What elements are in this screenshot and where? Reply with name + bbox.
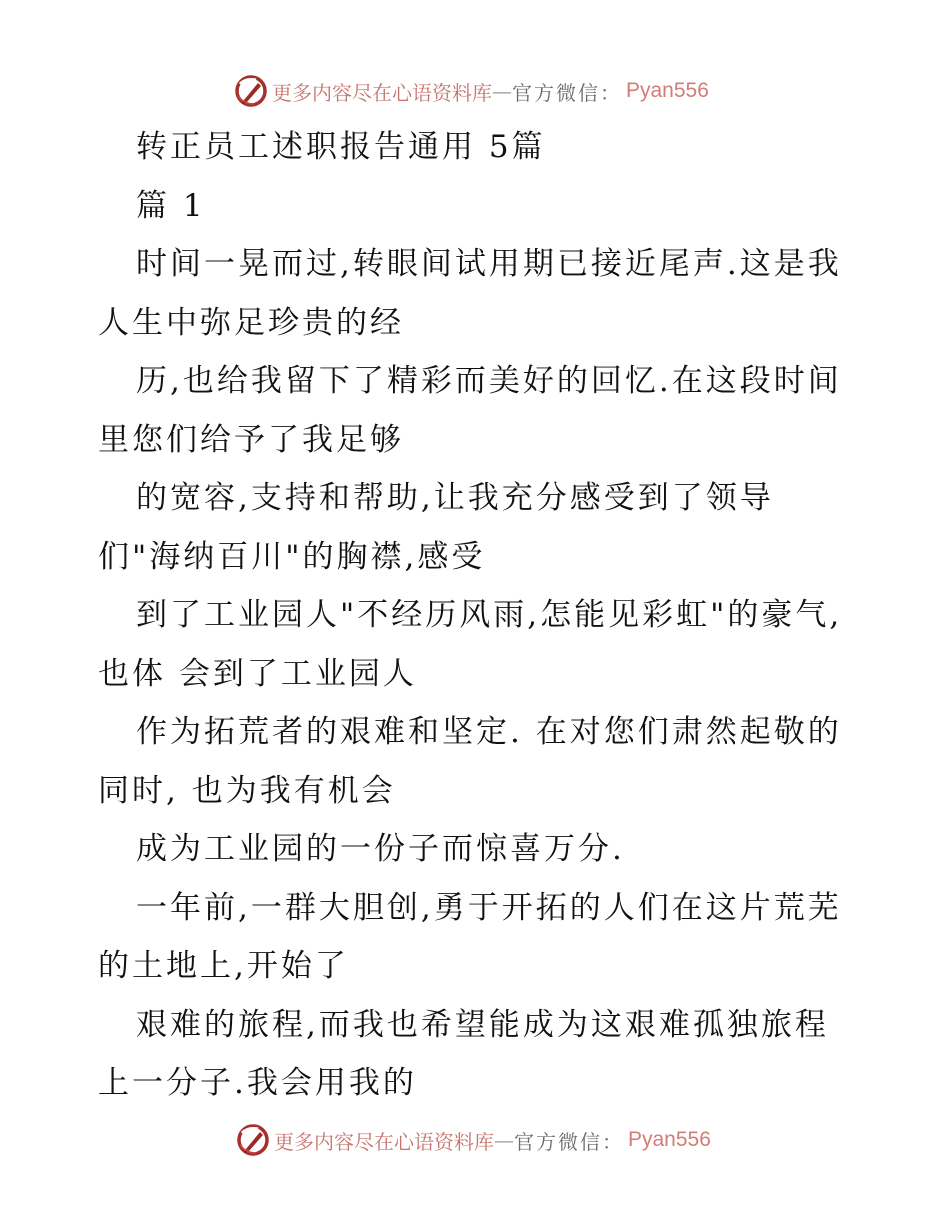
footer-banner — [236, 1120, 711, 1160]
paragraph-line: 的土地上,开始了 — [98, 948, 349, 984]
paragraph-line: 里您们给予了我足够 — [98, 421, 404, 458]
paragraph-line: 成为工业园的一份子而惊喜万分. — [136, 831, 625, 867]
paragraph-line: 同时, 也为我有机会 — [98, 772, 396, 809]
paragraph-line: 上一分子.我会用我的 — [98, 1065, 417, 1101]
banner-wechat-label: 官方微信： — [512, 80, 622, 105]
banner-wechat-id: Pyan556 — [626, 79, 709, 102]
paragraph-line: 的宽容,支持和帮助,让我充分感受到了领导 — [136, 480, 774, 516]
paragraph-line: 也体 会到了工业园人 — [98, 655, 417, 692]
pen-logo-icon — [236, 1123, 270, 1157]
paragraph-line: 作为拓荒者的艰难和坚定. 在对您们肃然起敬的 — [136, 714, 842, 750]
paragraph-line: 时间一晃而过,转眼间试用期已接近尾声.这是我 — [136, 246, 842, 282]
paragraph-line: 一年前,一群大胆创,勇于开拓的人们在这片荒芜 — [136, 889, 842, 926]
document-body — [98, 124, 858, 1119]
banner-wechat-label: 官方微信： — [514, 1129, 624, 1154]
paragraph-line: 到了工业园人"不经历风雨,怎能见彩虹"的豪气, — [136, 597, 843, 633]
paragraph-line: 人生中弥足珍贵的经 — [98, 304, 404, 341]
paragraph-line: 历,也给我留下了精彩而美好的回忆.在这段时间 — [136, 363, 842, 399]
paragraph-line: 艰难的旅程,而我也希望能成为这艰难孤独旅程 — [136, 1006, 829, 1043]
section-heading: 篇 1 — [136, 187, 206, 224]
header-banner — [234, 71, 709, 111]
pen-logo-icon — [234, 74, 268, 108]
paragraph-line: 们"海纳百川"的胸襟,感受 — [98, 538, 486, 575]
banner-dash: — — [492, 79, 512, 103]
banner-site-text: 更多内容尽在心语资料库 — [274, 1129, 494, 1154]
banner-site-text: 更多内容尽在心语资料库 — [272, 80, 492, 105]
banner-wechat-id: Pyan556 — [628, 1128, 711, 1151]
document-title: 转正员工述职报告通用 5篇 — [136, 129, 546, 165]
banner-dash: — — [494, 1128, 514, 1152]
